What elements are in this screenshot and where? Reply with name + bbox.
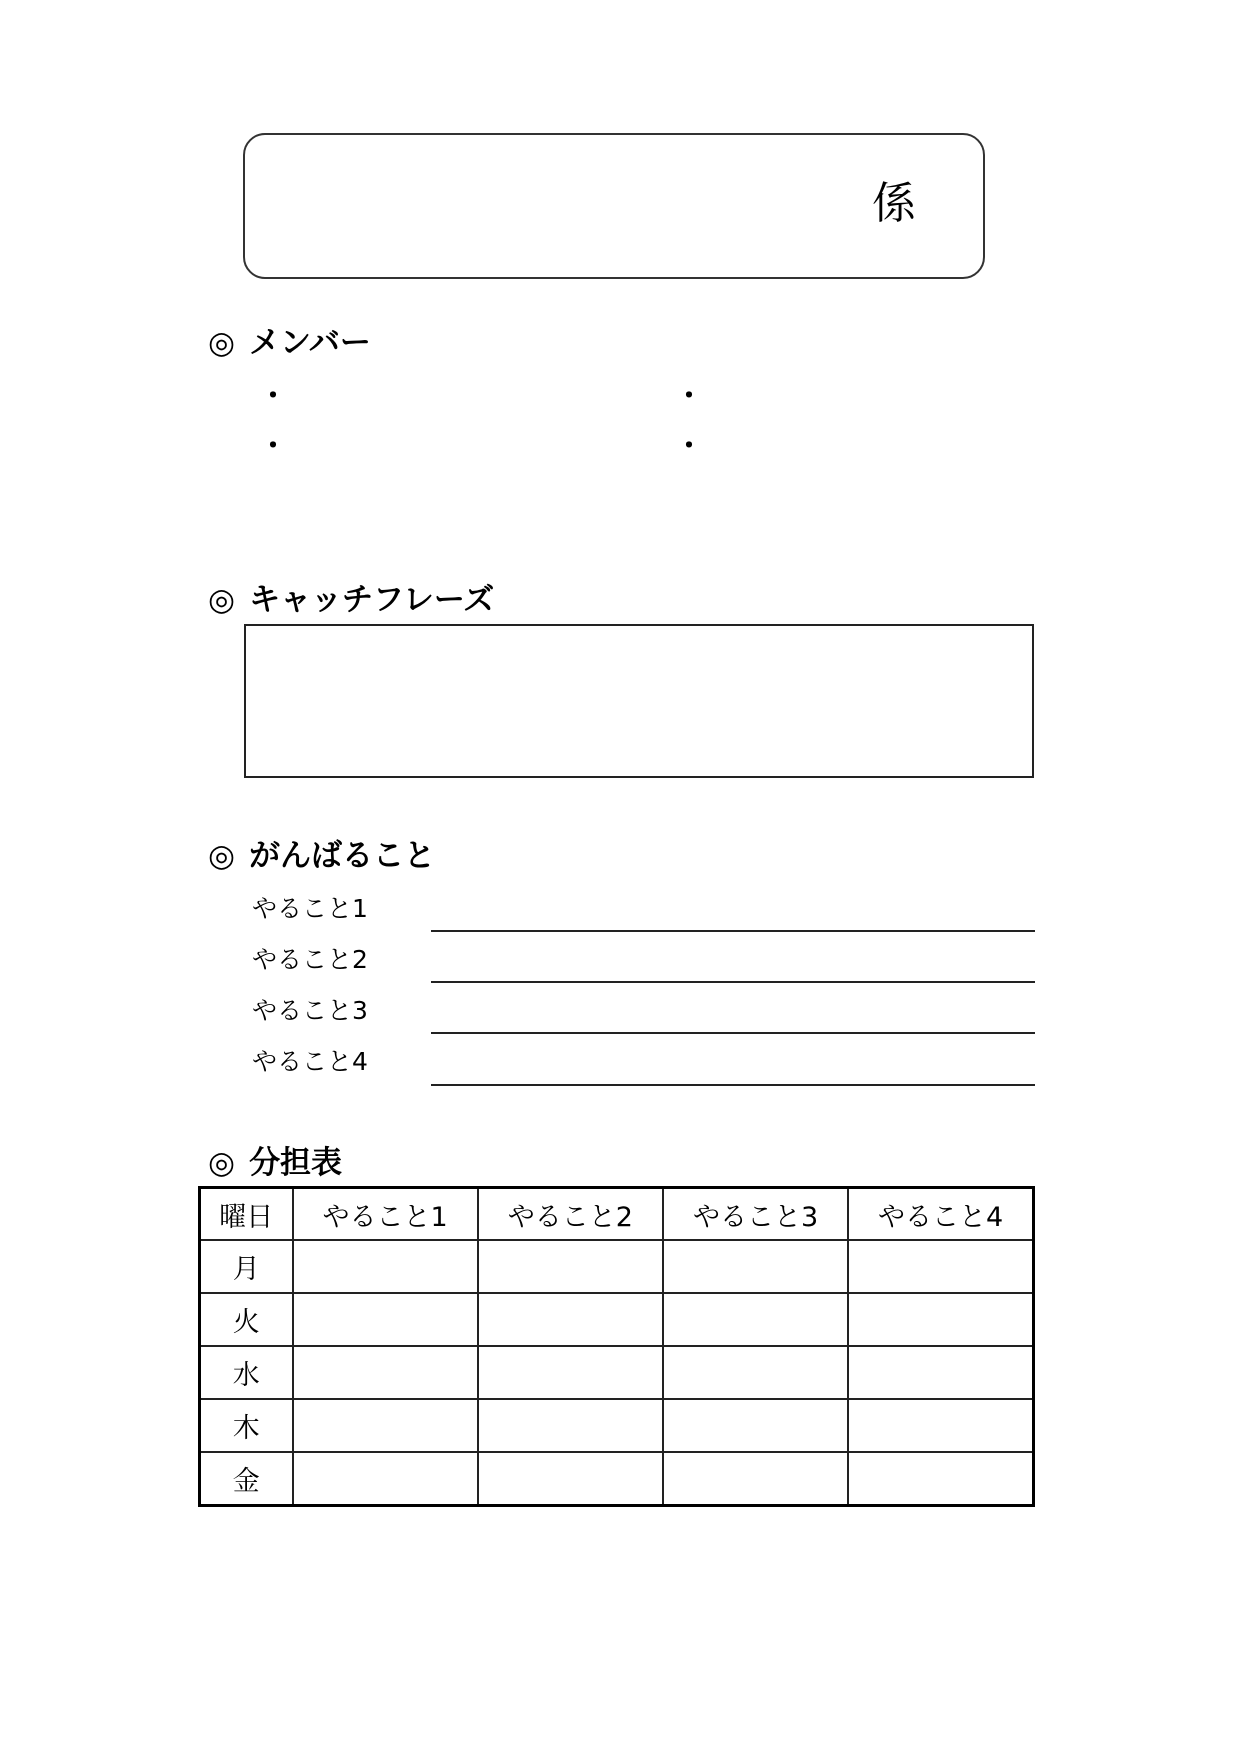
table-cell[interactable] bbox=[848, 1399, 1033, 1452]
column-header-day: 曜日 bbox=[200, 1188, 293, 1241]
day-cell: 火 bbox=[200, 1293, 293, 1346]
schedule-heading-text: 分担表 bbox=[249, 1145, 343, 1181]
table-cell[interactable] bbox=[663, 1346, 848, 1399]
title-suffix: 係 bbox=[872, 178, 916, 229]
table-row bbox=[200, 1346, 1034, 1399]
double-circle-icon: ◎ bbox=[208, 582, 236, 618]
goal-line-4[interactable] bbox=[431, 1084, 1035, 1086]
table-cell[interactable] bbox=[848, 1346, 1033, 1399]
table-cell[interactable] bbox=[478, 1346, 663, 1399]
table-cell[interactable] bbox=[848, 1240, 1033, 1293]
double-circle-icon: ◎ bbox=[208, 838, 236, 874]
goals-heading bbox=[208, 836, 435, 876]
members-heading bbox=[208, 323, 371, 363]
day-cell: 金 bbox=[200, 1452, 293, 1506]
table-cell[interactable] bbox=[663, 1293, 848, 1346]
double-circle-icon: ◎ bbox=[208, 1145, 236, 1181]
day-cell: 木 bbox=[200, 1399, 293, 1452]
goal-label-3: やること3 bbox=[252, 996, 368, 1025]
table-cell[interactable] bbox=[478, 1240, 663, 1293]
double-circle-icon: ◎ bbox=[208, 325, 236, 361]
goals-heading-text: がんばること bbox=[249, 838, 436, 874]
table-row bbox=[200, 1399, 1034, 1452]
member-bullet-2: ・ bbox=[675, 379, 704, 412]
table-cell[interactable] bbox=[848, 1293, 1033, 1346]
member-bullet-3: ・ bbox=[259, 429, 288, 462]
column-header-task-4: やること4 bbox=[848, 1188, 1033, 1241]
table-cell[interactable] bbox=[848, 1452, 1033, 1506]
table-cell[interactable] bbox=[293, 1399, 478, 1452]
day-cell: 水 bbox=[200, 1346, 293, 1399]
table-cell[interactable] bbox=[478, 1293, 663, 1346]
goal-line-3[interactable] bbox=[431, 1032, 1035, 1034]
day-cell: 月 bbox=[200, 1240, 293, 1293]
catchphrase-box[interactable] bbox=[244, 624, 1034, 778]
column-header-task-2: やること2 bbox=[478, 1188, 663, 1241]
goal-line-1[interactable] bbox=[431, 930, 1035, 932]
catchphrase-heading-text: キャッチフレーズ bbox=[249, 582, 495, 618]
table-cell[interactable] bbox=[478, 1399, 663, 1452]
table-cell[interactable] bbox=[293, 1293, 478, 1346]
table-cell[interactable] bbox=[293, 1452, 478, 1506]
table-cell[interactable] bbox=[663, 1240, 848, 1293]
table-header-row bbox=[200, 1188, 1034, 1241]
goal-line-2[interactable] bbox=[431, 981, 1035, 983]
table-cell[interactable] bbox=[663, 1452, 848, 1506]
table-cell[interactable] bbox=[293, 1346, 478, 1399]
table-row bbox=[200, 1240, 1034, 1293]
catchphrase-heading bbox=[208, 580, 494, 620]
column-header-task-1: やること1 bbox=[293, 1188, 478, 1241]
schedule-heading bbox=[208, 1143, 342, 1183]
goal-label-2: やること2 bbox=[252, 945, 368, 974]
member-bullet-1: ・ bbox=[259, 379, 288, 412]
members-heading-text: メンバー bbox=[249, 325, 371, 361]
schedule-table bbox=[198, 1186, 1035, 1507]
goal-label-4: やること4 bbox=[252, 1047, 368, 1076]
goal-label-1: やること1 bbox=[252, 894, 368, 923]
table-row bbox=[200, 1293, 1034, 1346]
table-row bbox=[200, 1452, 1034, 1506]
column-header-task-3: やること3 bbox=[663, 1188, 848, 1241]
table-cell[interactable] bbox=[293, 1240, 478, 1293]
member-bullet-4: ・ bbox=[675, 429, 704, 462]
table-cell[interactable] bbox=[478, 1452, 663, 1506]
table-cell[interactable] bbox=[663, 1399, 848, 1452]
